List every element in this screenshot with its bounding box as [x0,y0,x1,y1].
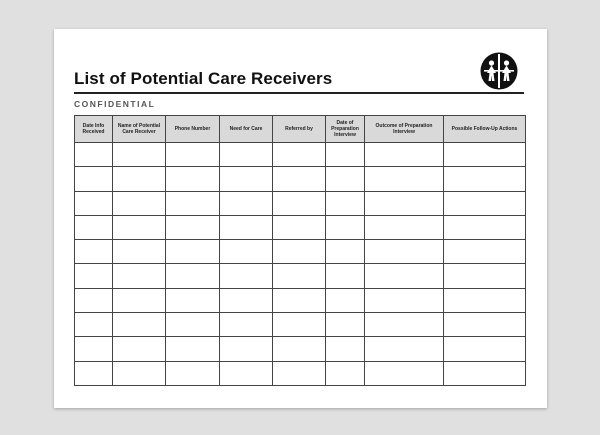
table-cell [166,143,220,167]
table-cell [273,191,326,215]
table-cell [113,337,166,361]
table-cell [444,191,526,215]
table-cell [166,191,220,215]
table-cell [444,337,526,361]
table-cell [75,264,113,288]
table-cell [326,143,365,167]
table-row [75,167,526,191]
table-cell [273,167,326,191]
table-cell [220,288,273,312]
care-receivers-table [74,115,526,386]
table-cell [113,264,166,288]
table-cell [365,313,444,337]
table-cell [166,361,220,385]
table-cell [444,288,526,312]
table-row [75,288,526,312]
table-cell [166,240,220,264]
table-row [75,264,526,288]
table-cell [326,191,365,215]
table-cell [166,264,220,288]
table-cell [326,215,365,239]
table-cell [326,361,365,385]
table-cell [273,361,326,385]
table-cell [273,143,326,167]
header-referred-by: Referred by [273,116,326,143]
table-cell [326,313,365,337]
table-row [75,143,526,167]
table-cell [113,313,166,337]
table-cell [75,288,113,312]
table-cell [444,264,526,288]
table-cell [444,313,526,337]
table-row [75,240,526,264]
table-cell [326,264,365,288]
table-cell [113,191,166,215]
table-cell [444,215,526,239]
table-cell [326,288,365,312]
table-cell [220,361,273,385]
table-cell [365,240,444,264]
table-cell [444,240,526,264]
table-cell [273,240,326,264]
title-divider [74,92,524,94]
table-cell [113,167,166,191]
header-preparation-interview-outcome: Outcome of Preparation Interview [365,116,444,143]
table-row [75,313,526,337]
table-cell [365,143,444,167]
table-cell [166,313,220,337]
table-header-row [75,116,526,143]
table-cell [365,191,444,215]
header-preparation-interview-date: Date of Preparation Interview [326,116,365,143]
header-date-info-received: Date Info Received [75,116,113,143]
header-care-receiver-name: Name of Potential Care Receiver [113,116,166,143]
table-cell [220,143,273,167]
table-cell [365,264,444,288]
table-cell [365,337,444,361]
table-cell [365,167,444,191]
table-row [75,215,526,239]
table-cell [273,313,326,337]
table-cell [444,143,526,167]
table-cell [166,337,220,361]
table-cell [113,288,166,312]
table-row [75,337,526,361]
table-cell [113,361,166,385]
table-cell [75,143,113,167]
table-cell [113,143,166,167]
table-row [75,361,526,385]
stephen-ministry-logo-icon [479,51,519,91]
table-cell [75,337,113,361]
table-cell [220,240,273,264]
header-need-for-care: Need for Care [220,116,273,143]
confidential-label: CONFIDENTIAL [74,99,156,109]
table-cell [166,288,220,312]
page-title: List of Potential Care Receivers [74,69,333,88]
table-cell [273,337,326,361]
table-cell [75,167,113,191]
table-cell [220,313,273,337]
table-cell [166,167,220,191]
table-cell [166,215,220,239]
table-cell [273,264,326,288]
table-cell [326,240,365,264]
table-cell [444,361,526,385]
form-page [54,29,547,408]
header-phone-number: Phone Number [166,116,220,143]
table-cell [273,288,326,312]
table-body [75,143,526,386]
table-cell [365,288,444,312]
table-cell [444,167,526,191]
table-cell [365,215,444,239]
table-cell [326,167,365,191]
table-row [75,191,526,215]
table-cell [273,215,326,239]
header-follow-up-actions: Possible Follow-Up Actions [444,116,526,143]
table-cell [365,361,444,385]
table-cell [220,167,273,191]
table-cell [75,191,113,215]
table-cell [75,361,113,385]
table-cell [113,240,166,264]
table-cell [75,313,113,337]
table-cell [75,240,113,264]
table-cell [220,215,273,239]
table-cell [75,215,113,239]
table-cell [220,264,273,288]
table-cell [220,191,273,215]
table-cell [113,215,166,239]
table-cell [220,337,273,361]
table-cell [326,337,365,361]
